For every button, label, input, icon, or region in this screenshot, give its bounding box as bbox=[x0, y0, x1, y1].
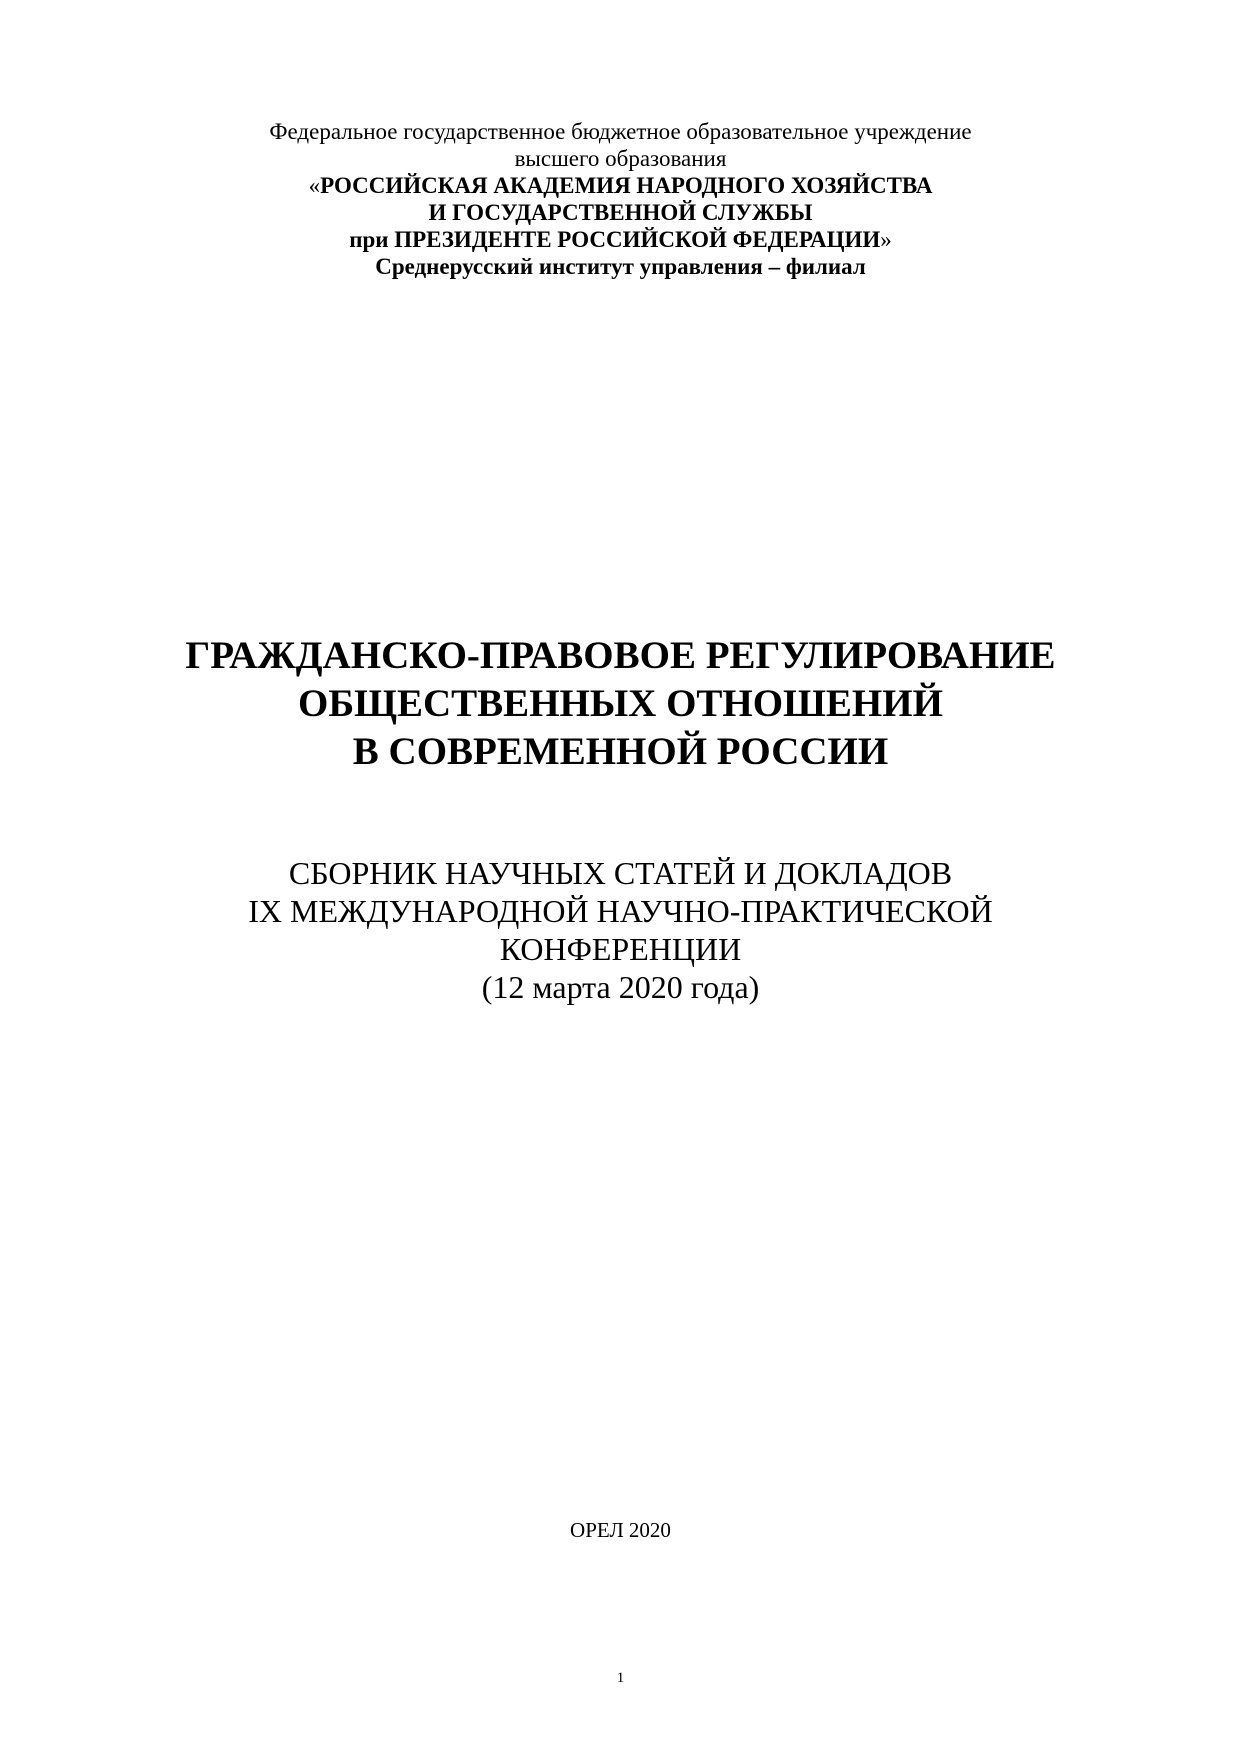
header-line-1: Федеральное государственное бюджетное образовательное учреждение bbox=[269, 119, 972, 144]
header-line-2: высшего образования bbox=[514, 146, 727, 171]
subtitle-line-1: СБОРНИК НАУЧНЫХ СТАТЕЙ И ДОКЛАДОВ bbox=[288, 855, 953, 891]
document-subtitle bbox=[0, 854, 1241, 1006]
title-line-2: ОБЩЕСТВЕННЫХ ОТНОШЕНИЙ bbox=[298, 682, 943, 725]
header-academy-name: РОССИЙСКАЯ АКАДЕМИЯ НАРОДНОГО ХОЗЯЙСТВА bbox=[320, 173, 933, 198]
institution-header bbox=[0, 118, 1241, 280]
header-line-5 bbox=[0, 226, 1241, 253]
header-open-quote: « bbox=[308, 173, 321, 198]
page-number bbox=[0, 1669, 1241, 1687]
title-line-3: В СОВРЕМЕННОЙ РОССИИ bbox=[352, 730, 889, 773]
city-year-text: ОРЕЛ 2020 bbox=[570, 1518, 671, 1542]
subtitle-line-3: КОНФЕРЕНЦИИ bbox=[499, 931, 742, 967]
document-title bbox=[0, 632, 1241, 776]
header-president-text: при ПРЕЗИДЕНТЕ РОССИЙСКОЙ ФЕДЕРАЦИИ bbox=[349, 227, 881, 252]
header-line-6: Среднерусский институт управления – филиал bbox=[375, 254, 866, 279]
header-line-3 bbox=[0, 172, 1241, 199]
page-number-text: 1 bbox=[616, 1670, 625, 1686]
city-year bbox=[0, 1517, 1241, 1543]
header-line-4: И ГОСУДАРСТВЕННОЙ СЛУЖБЫ bbox=[428, 200, 813, 225]
title-line-1: ГРАЖДАНСКО-ПРАВОВОЕ РЕГУЛИРОВАНИЕ bbox=[185, 634, 1056, 677]
header-close-quote: » bbox=[880, 227, 892, 252]
subtitle-line-2: IX МЕЖДУНАРОДНОЙ НАУЧНО-ПРАКТИЧЕСКОЙ bbox=[248, 893, 993, 929]
subtitle-line-4: (12 марта 2020 года) bbox=[481, 969, 760, 1005]
